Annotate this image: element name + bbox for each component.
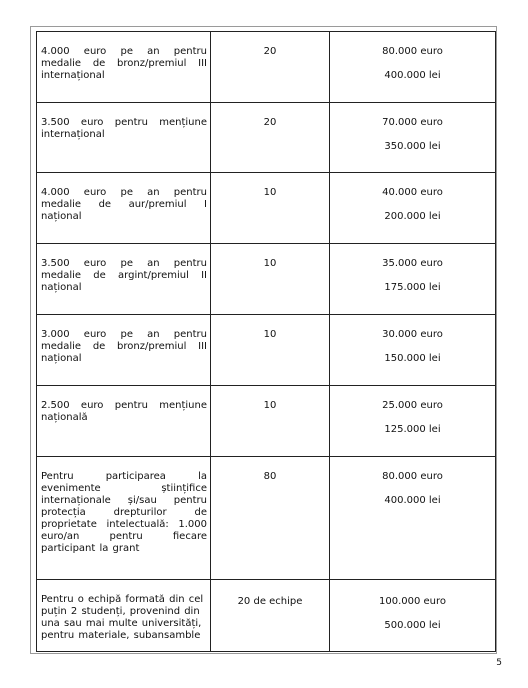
total-amount-cell — [330, 386, 496, 457]
total-lei: 400.000 lei — [384, 495, 441, 506]
total-euro: 70.000 euro — [382, 117, 443, 128]
award-description: 3.000 euro pe an pentru medalie de bronz/premiul III național — [41, 329, 207, 364]
award-description-cell — [37, 244, 211, 315]
total-lei: 500.000 lei — [384, 620, 441, 631]
table-row — [37, 315, 496, 386]
recipient-count: 10 — [263, 258, 277, 269]
total-lei: 175.000 lei — [384, 282, 441, 293]
recipient-count-cell — [211, 32, 330, 103]
total-lei: 125.000 lei — [384, 424, 441, 435]
table-row — [37, 244, 496, 315]
total-euro: 25.000 euro — [382, 400, 443, 411]
recipient-count: 10 — [263, 400, 277, 411]
total-amount-cell — [330, 244, 496, 315]
recipient-count: 10 — [263, 187, 277, 198]
recipient-count-cell — [211, 103, 330, 173]
recipient-count-cell — [211, 173, 330, 244]
recipient-count: 20 — [263, 46, 277, 57]
total-euro: 100.000 euro — [378, 596, 447, 607]
table-row — [37, 103, 496, 173]
grant-budget-table — [36, 31, 496, 652]
recipient-count-cell — [211, 457, 330, 580]
table-row — [37, 173, 496, 244]
total-euro: 80.000 euro — [382, 46, 443, 57]
award-description: 3.500 euro pentru mențiune internațional — [41, 117, 207, 140]
award-description: Pentru participarea la evenimente științifice internaționale și/sau pentru protecția drepturilor de proprietate intelectuală: 1.000 euro/an pentru fiecare participant la grant — [41, 471, 207, 554]
total-euro: 40.000 euro — [382, 187, 443, 198]
table-row — [37, 457, 496, 580]
recipient-count: 80 — [263, 471, 277, 482]
award-description: 4.000 euro pe an pentru medalie de bronz/premiul III internațional — [41, 46, 207, 81]
total-amount-cell — [330, 103, 496, 173]
total-amount-cell — [330, 580, 496, 652]
total-lei: 200.000 lei — [384, 211, 441, 222]
award-description-cell — [37, 173, 211, 244]
total-amount-cell — [330, 315, 496, 386]
award-description-cell — [37, 457, 211, 580]
table-row — [37, 32, 496, 103]
recipient-count: 20 de echipe — [237, 596, 303, 607]
total-lei: 350.000 lei — [384, 141, 441, 152]
recipient-count-cell — [211, 386, 330, 457]
total-euro: 80.000 euro — [382, 471, 443, 482]
total-amount-cell — [330, 173, 496, 244]
total-lei: 150.000 lei — [384, 353, 441, 364]
recipient-count-cell — [211, 244, 330, 315]
award-description: 2.500 euro pentru mențiune națională — [41, 400, 207, 423]
total-lei: 400.000 lei — [384, 70, 441, 81]
total-euro: 30.000 euro — [382, 329, 443, 340]
page-number: 5 — [496, 658, 502, 668]
recipient-count-cell — [211, 580, 330, 652]
recipient-count-cell — [211, 315, 330, 386]
recipient-count: 10 — [263, 329, 277, 340]
recipient-count: 20 — [263, 117, 277, 128]
award-description-cell — [37, 580, 211, 652]
award-description-cell — [37, 315, 211, 386]
award-description-cell — [37, 386, 211, 457]
award-description-cell — [37, 103, 211, 173]
award-description: 4.000 euro pe an pentru medalie de aur/premiul I național — [41, 187, 207, 222]
table-row — [37, 386, 496, 457]
award-description: 3.500 euro pe an pentru medalie de argint/premiul II național — [41, 258, 207, 293]
award-description: Pentru o echipă formată din cel puțin 2 studenți, provenind din una sau mai multe universități, pentru materiale, subansamble — [41, 594, 204, 641]
total-amount-cell — [330, 32, 496, 103]
total-euro: 35.000 euro — [382, 258, 443, 269]
table-row — [37, 580, 496, 652]
award-description-cell — [37, 32, 211, 103]
total-amount-cell — [330, 457, 496, 580]
